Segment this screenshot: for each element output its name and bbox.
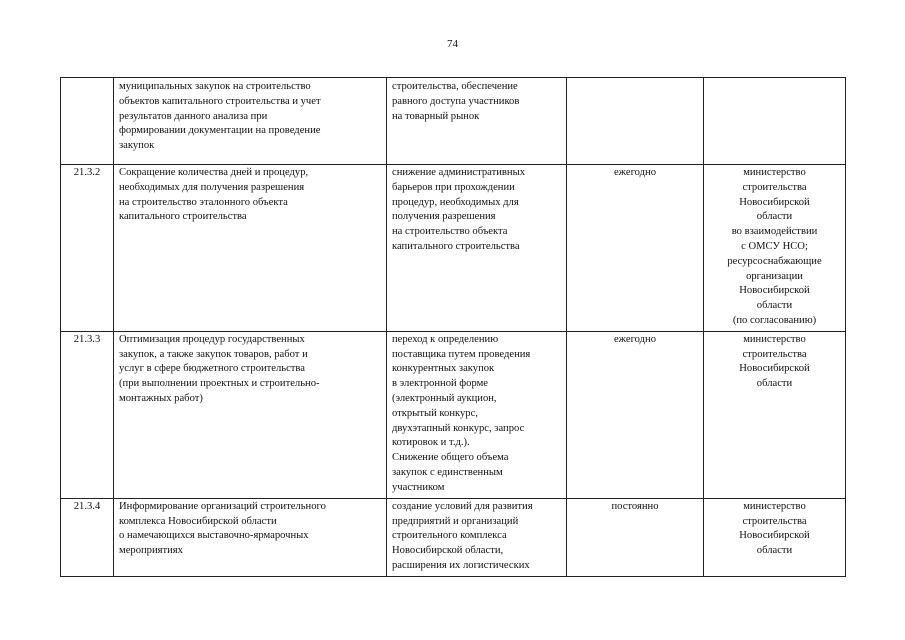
term-text: постоянно bbox=[611, 500, 659, 512]
executor-line: области bbox=[756, 378, 793, 390]
item-number: 21.3.2 bbox=[73, 167, 101, 178]
item-number-cell bbox=[61, 165, 114, 332]
result-line: открытый конкурс, bbox=[392, 407, 478, 419]
item-number-cell bbox=[61, 498, 114, 576]
event-line: Информирование организаций строительного bbox=[119, 500, 326, 512]
event-line: комплекса Новосибирской области bbox=[119, 515, 277, 527]
executor-line: министерство bbox=[743, 167, 806, 178]
result-cell bbox=[387, 331, 567, 498]
term-cell bbox=[567, 78, 704, 165]
result-line: равного доступа участников bbox=[392, 95, 520, 107]
event-line: муниципальных закупок на строительство bbox=[119, 81, 311, 92]
result-cell bbox=[387, 165, 567, 332]
table-row bbox=[61, 498, 846, 576]
event-line: о намечающихся выставочно-ярмарочных bbox=[119, 530, 309, 542]
executor-line: строительства bbox=[742, 515, 807, 527]
event-line: закупок, а также закупок товаров, работ и bbox=[119, 348, 308, 360]
executor-line: Новосибирской bbox=[739, 196, 810, 208]
result-cell bbox=[387, 78, 567, 165]
executor-line: министерство bbox=[743, 333, 806, 345]
executor-cell bbox=[704, 78, 846, 165]
page-number: 74 bbox=[447, 38, 458, 50]
result-line: строительного комплекса bbox=[392, 530, 507, 542]
result-line: Снижение общего объема bbox=[392, 452, 509, 464]
executor-cell bbox=[704, 331, 846, 498]
result-line: (электронный аукцион, bbox=[392, 392, 497, 404]
executor-line: Новосибирской bbox=[739, 363, 810, 375]
executor-cell bbox=[704, 498, 846, 576]
event-line: объектов капитального строительства и учет bbox=[119, 95, 321, 107]
event-cell bbox=[114, 165, 387, 332]
result-line: снижение административных bbox=[392, 167, 525, 178]
result-line: в электронной форме bbox=[392, 378, 489, 390]
event-line: закупок bbox=[119, 140, 155, 152]
result-line: получения разрешения bbox=[392, 211, 496, 223]
event-line: Сокращение количества дней и процедур, bbox=[119, 167, 309, 178]
result-cell bbox=[387, 498, 567, 576]
result-line: поставщика путем проведения bbox=[392, 348, 531, 360]
item-number: 21.3.3 bbox=[73, 333, 101, 345]
executor-line: Новосибирской bbox=[739, 285, 810, 297]
executor-line: во взаимодействии bbox=[731, 226, 818, 238]
result-line: предприятий и организаций bbox=[392, 515, 519, 527]
result-line: котировок и т.д.). bbox=[392, 437, 470, 449]
executor-line: Новосибирской bbox=[739, 530, 810, 542]
result-line: конкурентных закупок bbox=[392, 363, 495, 375]
executor-line: области bbox=[756, 545, 793, 557]
term-cell bbox=[567, 331, 704, 498]
item-number: 21.3.4 bbox=[73, 500, 101, 512]
result-line: закупок с единственным bbox=[392, 466, 503, 478]
executor-line: ресурсоснабжающие bbox=[727, 255, 822, 267]
measures-table bbox=[60, 77, 846, 577]
event-cell bbox=[114, 78, 387, 165]
term-text: ежегодно bbox=[613, 167, 656, 178]
executor-line: строительства bbox=[742, 348, 807, 360]
result-line: капитального строительства bbox=[392, 240, 520, 252]
executor-line: министерство bbox=[743, 500, 806, 512]
event-cell bbox=[114, 331, 387, 498]
event-line: мероприятиях bbox=[119, 545, 183, 557]
event-cell bbox=[114, 498, 387, 576]
event-line: необходимых для получения разрешения bbox=[119, 181, 305, 193]
event-line: на строительство эталонного объекта bbox=[119, 196, 288, 208]
term-cell bbox=[567, 165, 704, 332]
event-line: Оптимизация процедур государственных bbox=[119, 333, 305, 345]
event-line: результатов данного анализа при bbox=[119, 110, 268, 122]
executor-line: с ОМСУ НСО; bbox=[741, 240, 808, 252]
executor-line: области bbox=[756, 211, 793, 223]
result-line: двухэтапный конкурс, запрос bbox=[392, 422, 525, 434]
event-line: монтажных работ) bbox=[119, 392, 203, 404]
result-line: на товарный рынок bbox=[392, 110, 480, 122]
item-number-cell bbox=[61, 78, 114, 165]
term-text: ежегодно bbox=[613, 333, 656, 345]
result-line: создание условий для развития bbox=[392, 500, 533, 512]
executor-line: (по согласованию) bbox=[732, 314, 817, 326]
table-row bbox=[61, 78, 846, 165]
result-line: на строительство объекта bbox=[392, 226, 508, 238]
result-line: расширения их логистических bbox=[392, 559, 530, 571]
event-line: формировании документации на проведение bbox=[119, 125, 321, 137]
executor-line: организации bbox=[746, 270, 803, 282]
executor-line: строительства bbox=[742, 181, 807, 193]
result-line: строительства, обеспечение bbox=[392, 81, 518, 92]
result-line: процедур, необходимых для bbox=[392, 196, 519, 208]
event-line: капитального строительства bbox=[119, 211, 247, 223]
result-line: участником bbox=[392, 481, 445, 493]
item-number-cell bbox=[61, 331, 114, 498]
result-line: переход к определению bbox=[392, 333, 499, 345]
event-line: услуг в сфере бюджетного строительства bbox=[119, 363, 306, 375]
executor-cell bbox=[704, 165, 846, 332]
result-line: барьеров при прохождении bbox=[392, 181, 515, 193]
term-cell bbox=[567, 498, 704, 576]
table-row bbox=[61, 165, 846, 332]
table-row bbox=[61, 331, 846, 498]
event-line: (при выполнении проектных и строительно- bbox=[119, 378, 320, 390]
result-line: Новосибирской области, bbox=[392, 545, 504, 557]
executor-line: области bbox=[756, 300, 793, 312]
